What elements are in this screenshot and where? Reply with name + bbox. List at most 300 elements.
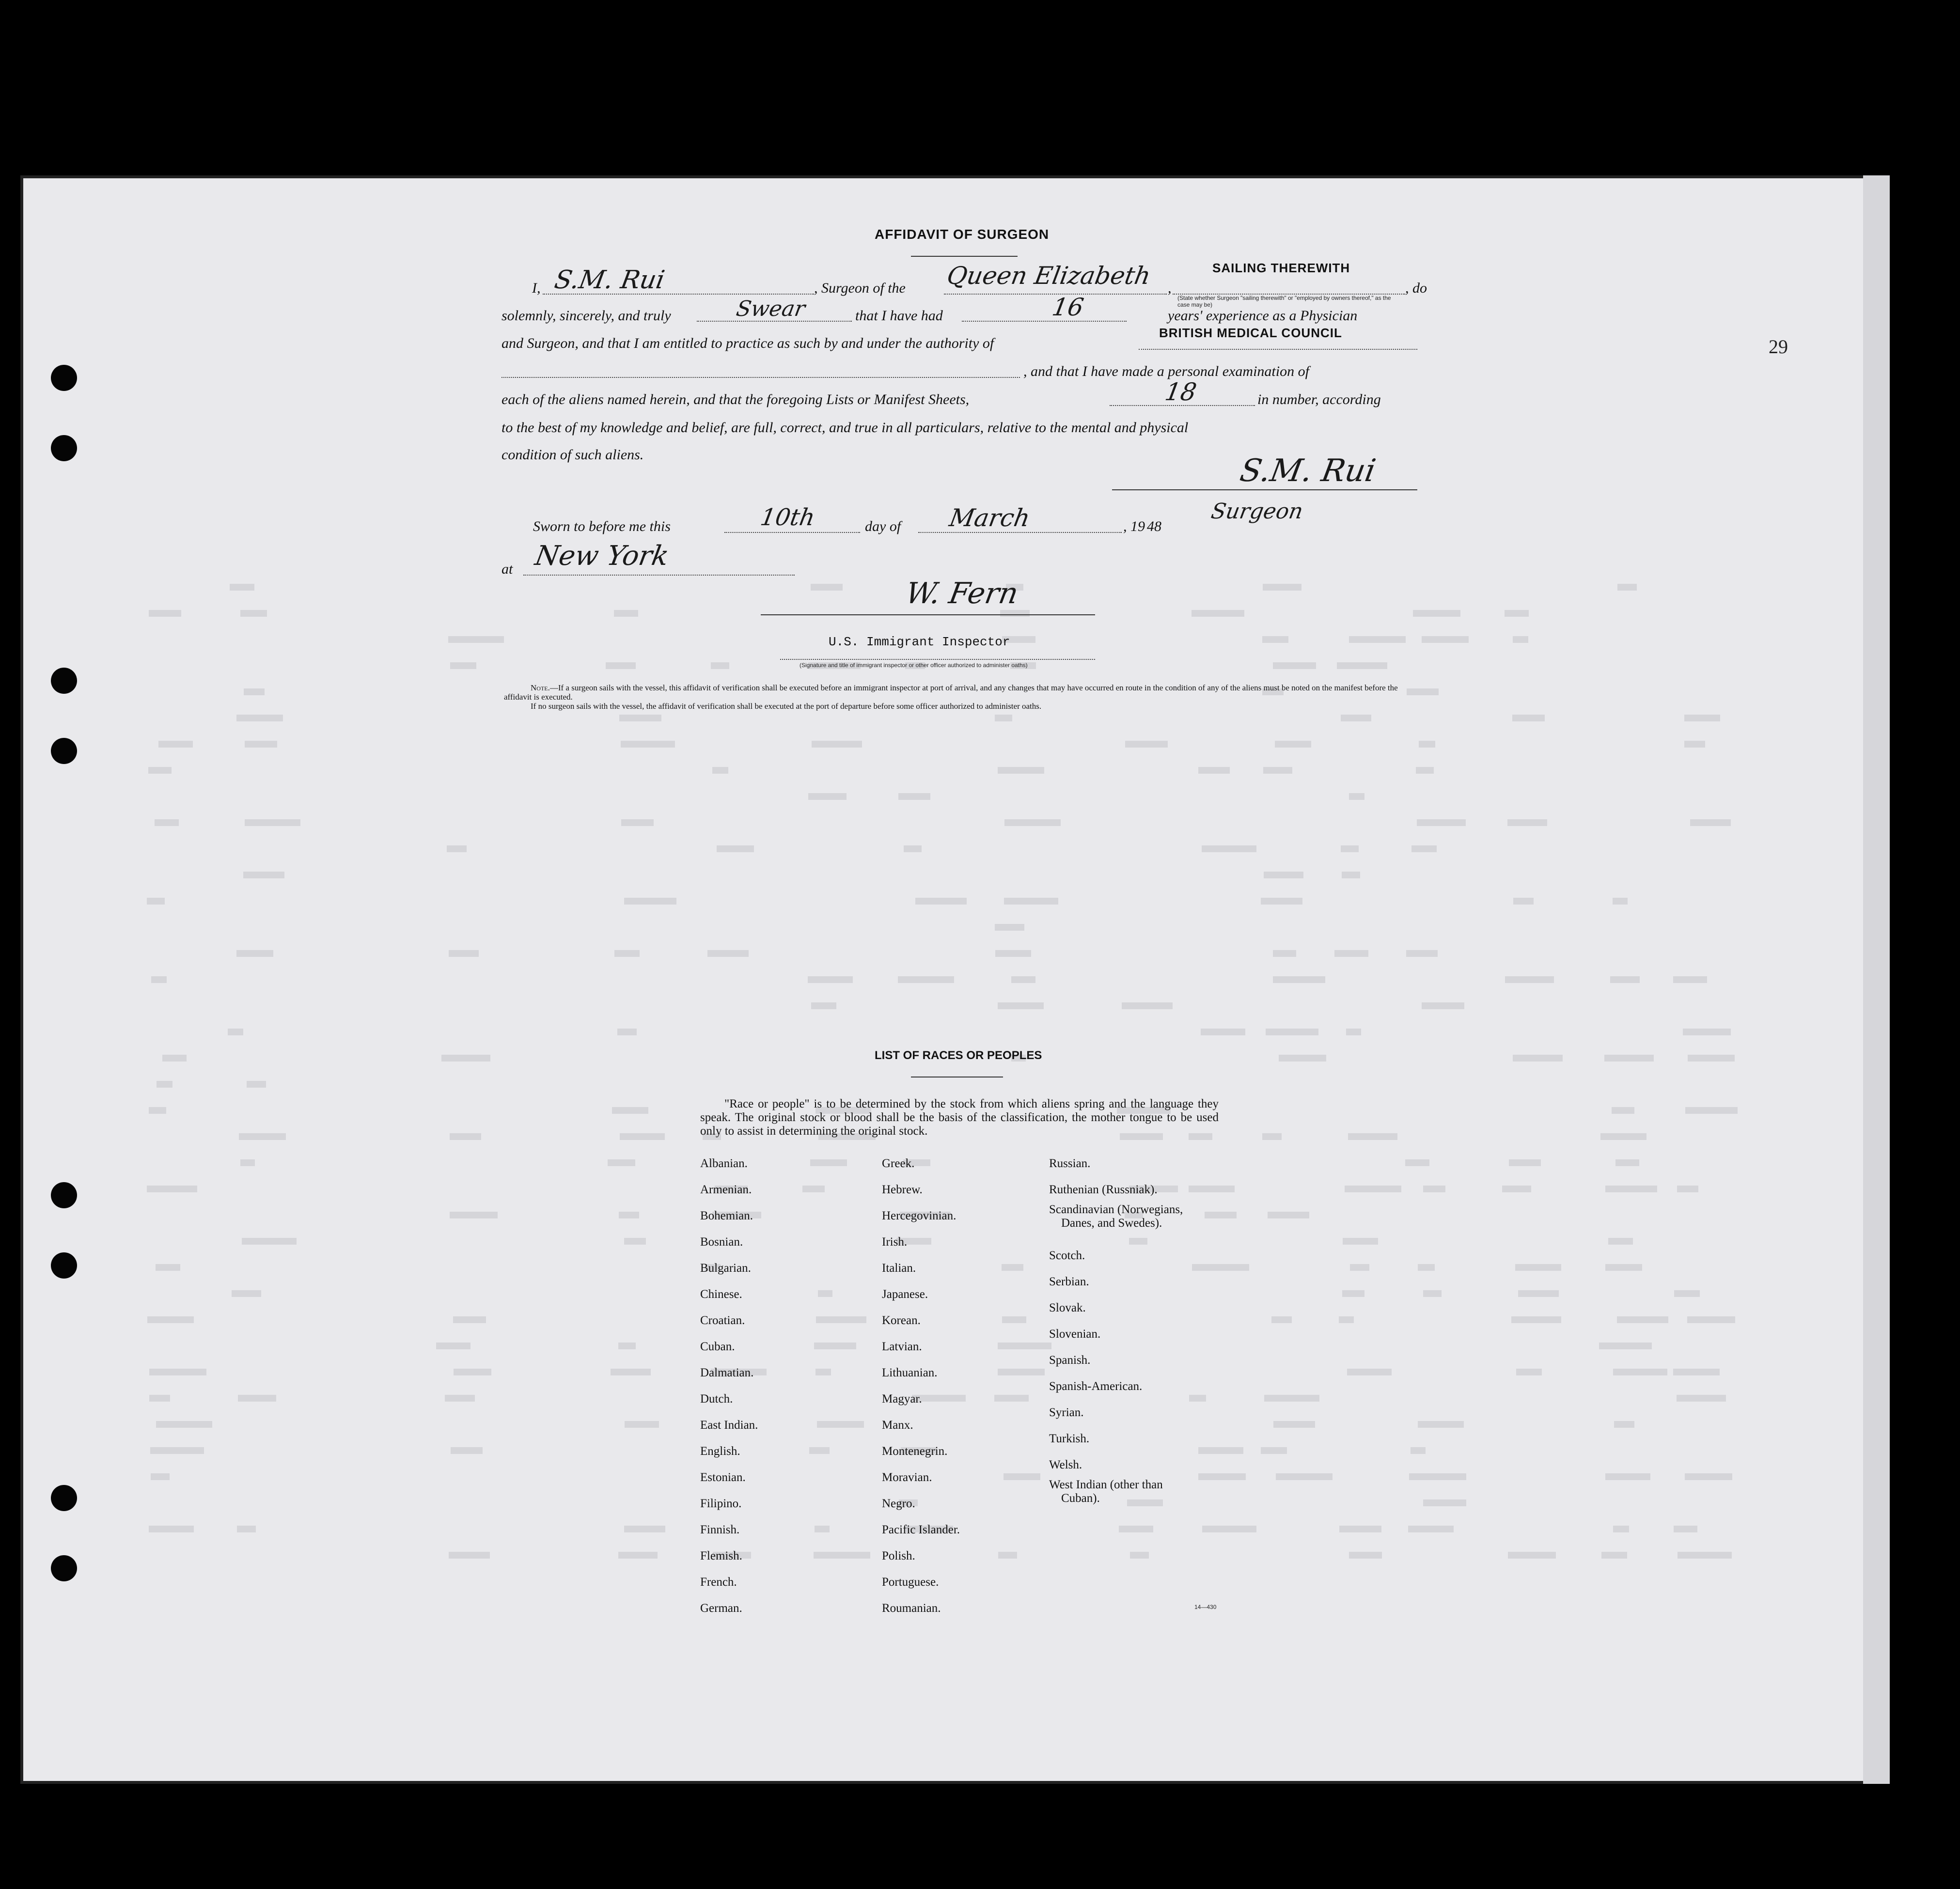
bleed-mark <box>1605 1473 1650 1480</box>
race-item: Scotch. <box>1049 1249 1085 1262</box>
bleed-mark <box>1423 1499 1466 1506</box>
bleed-mark <box>151 1473 170 1480</box>
note-arrival: —If a surgeon sails with the vessel, this affidavit of verification shall be executed before an immigrant inspector at port of arrival, and any changes that may have occurred en route in the condition of any of the aliens must be noted on the manifest before the affidavit is executed. <box>504 683 1398 702</box>
form-code: 14—430 <box>1194 1604 1217 1610</box>
race-item: Syrian. <box>1049 1406 1084 1419</box>
bleed-mark <box>1273 662 1316 669</box>
note-label: Note. <box>531 683 550 692</box>
bleed-mark <box>149 1395 170 1402</box>
bleed-mark <box>621 741 675 748</box>
line3-and-surgeon: and Surgeon, and that I am entitled to practice as such by and under the authority of <box>502 335 994 351</box>
title-rule <box>911 256 1018 257</box>
bleed-mark <box>1125 741 1168 748</box>
race-item: Dalmatian. <box>700 1366 754 1379</box>
bleed-mark <box>240 610 267 617</box>
race-item: Serbian. <box>1049 1275 1089 1288</box>
line2-that-i-have: that I have had <box>855 308 943 324</box>
bleed-mark <box>624 898 676 905</box>
race-item: Welsh. <box>1049 1458 1082 1471</box>
bleed-mark <box>611 1369 651 1375</box>
race-item: Montenegrin. <box>882 1445 948 1458</box>
line1-surgeon-of: , Surgeon of the <box>814 280 906 296</box>
bleed-mark <box>1605 1264 1642 1271</box>
bleed-mark <box>1004 898 1058 905</box>
bleed-mark <box>162 1055 187 1062</box>
bleed-mark <box>1613 1526 1629 1532</box>
race-item: Croatian. <box>700 1314 745 1327</box>
bleed-mark <box>808 976 853 983</box>
bleed-mark <box>1508 1552 1556 1559</box>
bleed-mark <box>149 1107 166 1114</box>
bleed-mark <box>1334 950 1368 957</box>
bleed-mark <box>1677 1395 1726 1402</box>
bleed-mark <box>150 1447 204 1454</box>
bleed-mark <box>1683 1029 1731 1035</box>
bleed-mark <box>998 1552 1017 1559</box>
bleed-mark <box>1505 976 1554 983</box>
inspector-signature-line <box>761 614 1095 615</box>
bleed-mark <box>448 636 504 643</box>
bleed-mark <box>1690 819 1731 826</box>
bleed-mark <box>618 1343 636 1349</box>
binder-hole <box>51 435 77 461</box>
sworn-day: 10th <box>758 504 817 531</box>
surgeon-name: S.M. Rui <box>552 265 667 295</box>
bleed-mark <box>1192 1264 1249 1271</box>
bleed-mark <box>453 1316 486 1323</box>
race-item: Hebrew. <box>882 1183 923 1196</box>
bleed-mark <box>1418 1421 1464 1428</box>
bleed-mark <box>237 1526 256 1532</box>
races-title: LIST OF RACES OR PEOPLES <box>875 1049 1042 1062</box>
bleed-mark <box>1198 767 1230 774</box>
bleed-mark <box>1600 1133 1646 1140</box>
affidavit-note <box>504 683 1425 711</box>
race-item: Dutch. <box>700 1392 733 1405</box>
race-item: French. <box>700 1576 737 1589</box>
sworn-place: New York <box>533 540 672 572</box>
race-item: Slovenian. <box>1049 1327 1101 1341</box>
line2-solemnly: solemnly, sincerely, and truly <box>502 308 671 324</box>
bleed-mark <box>238 1395 276 1402</box>
bleed-mark <box>1509 1159 1541 1166</box>
years-line <box>962 321 1127 322</box>
bleed-mark <box>1279 1055 1326 1062</box>
bleed-mark <box>1512 715 1545 721</box>
bleed-mark <box>1613 1369 1667 1375</box>
race-item: Negro. <box>882 1497 915 1510</box>
bleed-mark <box>1205 1212 1237 1218</box>
bleed-mark <box>815 1526 830 1532</box>
inspector-caption: (Signature and title of immigrant inspector or other officer authorized to administer oaths) <box>800 662 1028 669</box>
bleed-mark <box>811 1002 836 1009</box>
bleed-mark <box>1423 1290 1442 1297</box>
sworn-text: Sworn to before me this <box>533 518 671 534</box>
line5-each-alien: each of the aliens named herein, and that the foregoing Lists or Manifest Sheets, <box>502 391 970 407</box>
bleed-mark <box>236 950 273 957</box>
bleed-mark <box>1002 1316 1026 1323</box>
race-item: Manx. <box>882 1419 913 1432</box>
bleed-mark <box>236 715 283 721</box>
bleed-mark <box>1674 1526 1697 1532</box>
page-number: 29 <box>1769 336 1788 358</box>
bleed-mark <box>1341 715 1371 721</box>
bleed-mark <box>620 1133 665 1140</box>
race-item: Hercegovinian. <box>882 1209 956 1222</box>
surgeon-signature-role: Surgeon <box>1209 499 1305 524</box>
bleed-mark <box>1264 1395 1319 1402</box>
bleed-mark <box>1348 1133 1397 1140</box>
race-item: Roumanian. <box>882 1602 941 1615</box>
bleed-mark <box>1262 636 1288 643</box>
bleed-mark <box>1004 1473 1040 1480</box>
bleed-mark <box>898 976 954 983</box>
race-item: Filipino. <box>700 1497 742 1510</box>
bleed-mark <box>242 1238 297 1245</box>
race-item: Ruthenian (Russniak). <box>1049 1183 1158 1196</box>
bleed-mark <box>995 950 1031 957</box>
day-of-text: day of <box>865 518 901 534</box>
bleed-mark <box>450 1212 498 1218</box>
bleed-mark <box>1687 1316 1735 1323</box>
bleed-mark <box>606 662 636 669</box>
bleed-mark <box>619 715 661 721</box>
binder-hole <box>51 1555 77 1581</box>
bleed-mark <box>1202 845 1256 852</box>
bleed-mark <box>1130 1552 1149 1559</box>
bleed-mark <box>1613 898 1628 905</box>
bleed-mark <box>245 741 277 748</box>
surgeon-signature-line <box>1112 489 1417 490</box>
bleed-mark <box>1408 1526 1454 1532</box>
bleed-mark <box>1617 1316 1668 1323</box>
bleed-mark <box>818 1290 832 1297</box>
bleed-mark <box>239 1133 286 1140</box>
bleed-mark <box>1271 1316 1292 1323</box>
bleed-mark <box>1198 1447 1243 1454</box>
bleed-mark <box>712 767 728 774</box>
race-item: English. <box>700 1445 740 1458</box>
bleed-mark <box>1422 1002 1464 1009</box>
bleed-mark <box>612 1107 648 1114</box>
bleed-mark <box>1273 1421 1315 1428</box>
bleed-mark <box>811 584 843 591</box>
race-item: Turkish. <box>1049 1432 1090 1445</box>
bleed-mark <box>621 819 654 826</box>
bleed-mark <box>1347 1369 1392 1375</box>
authority-stamp: BRITISH MEDICAL COUNCIL <box>1159 326 1342 340</box>
surgeon-signature: S.M. Rui <box>1237 453 1379 489</box>
bleed-mark <box>1343 1238 1378 1245</box>
sheet-count: 18 <box>1162 378 1199 406</box>
bleed-mark <box>1673 976 1707 983</box>
bleed-mark <box>1342 1290 1364 1297</box>
sheet-edge <box>1863 175 1890 1784</box>
bleed-mark <box>898 793 930 800</box>
bleed-mark <box>244 688 265 695</box>
bleed-mark <box>1268 1212 1309 1218</box>
race-item: Lithuanian. <box>882 1366 938 1379</box>
bleed-mark <box>1406 950 1438 957</box>
bleed-mark <box>451 1447 483 1454</box>
bleed-mark <box>998 1343 1051 1349</box>
bleed-mark <box>1601 1552 1627 1559</box>
bleed-mark <box>1342 872 1360 878</box>
bleed-mark <box>1416 767 1434 774</box>
bleed-mark <box>1511 1316 1561 1323</box>
bleed-mark <box>441 1055 490 1062</box>
bleed-mark <box>816 1316 866 1323</box>
bleed-mark <box>717 845 754 852</box>
races-column-1 <box>700 1151 758 1622</box>
bleed-mark <box>148 767 172 774</box>
bleed-mark <box>1502 1186 1531 1192</box>
bleed-mark <box>995 715 1012 721</box>
bleed-mark <box>624 1526 665 1532</box>
bleed-mark <box>1198 1473 1246 1480</box>
bleed-mark <box>147 1316 194 1323</box>
bleed-mark <box>618 1552 658 1559</box>
race-item: Bulgarian. <box>700 1262 751 1275</box>
inspector-title: U.S. Immigrant Inspector <box>829 635 1010 649</box>
bleed-mark <box>151 976 167 983</box>
bleed-mark <box>454 1369 491 1375</box>
race-item: East Indian. <box>700 1419 758 1432</box>
inspector-signature: W. Fern <box>903 577 1021 610</box>
bleed-mark <box>1202 1526 1256 1532</box>
bleed-mark <box>1417 819 1466 826</box>
bleed-mark <box>1677 1186 1698 1192</box>
bleed-mark <box>1264 872 1303 878</box>
bleed-mark <box>247 1081 266 1088</box>
bleed-mark <box>1261 898 1302 905</box>
bleed-mark <box>915 898 967 905</box>
race-item: Moravian. <box>882 1471 932 1484</box>
bleed-mark <box>245 819 300 826</box>
bleed-mark <box>232 1290 261 1297</box>
bleed-mark <box>809 1447 830 1454</box>
bleed-mark <box>1119 1526 1153 1532</box>
race-item: Bohemian. <box>700 1209 753 1222</box>
binder-hole <box>51 1182 77 1208</box>
bleed-mark <box>1350 1264 1369 1271</box>
bleed-mark <box>614 950 640 957</box>
race-item: Albanian. <box>700 1157 748 1170</box>
bleed-mark <box>1339 1526 1381 1532</box>
bleed-mark <box>1349 793 1364 800</box>
bleed-mark <box>711 662 729 669</box>
bleed-mark <box>1349 1552 1382 1559</box>
line2-years-exp: years' experience as a Physician <box>1168 308 1358 324</box>
binder-hole <box>51 738 77 764</box>
races-intro: "Race or people" is to be determined by the stock from which aliens spring and the language they speak. The original stock or blood shall be the basis of the classification, the mother tongue to be used only to assist in determining the original stock. <box>700 1097 1219 1138</box>
bleed-mark <box>156 1264 180 1271</box>
line1-comma: , <box>1168 280 1172 296</box>
bleed-mark <box>1349 636 1406 643</box>
races-column-3 <box>1049 1151 1183 1518</box>
bleed-mark <box>802 1186 825 1192</box>
bleed-mark <box>1263 767 1292 774</box>
bleed-mark <box>1266 1029 1318 1035</box>
bleed-mark <box>814 1552 870 1559</box>
bleed-mark <box>155 819 179 826</box>
bleed-mark <box>815 1369 831 1375</box>
bleed-mark <box>1192 610 1244 617</box>
race-item: Korean. <box>882 1314 921 1327</box>
bleed-mark <box>1617 584 1637 591</box>
bleed-mark <box>447 845 467 852</box>
bleed-mark <box>1418 1264 1435 1271</box>
bleed-mark <box>147 1186 197 1192</box>
bleed-mark <box>1688 1055 1735 1062</box>
binder-hole <box>51 365 77 391</box>
bleed-mark <box>1513 1055 1563 1062</box>
bleed-mark <box>814 1343 856 1349</box>
race-item: Slovak. <box>1049 1301 1086 1314</box>
bleed-mark <box>243 872 284 878</box>
bleed-mark <box>1615 1159 1639 1166</box>
sailing-instructions: (State whether Surgeon "sailing therewith" or "employed by owners thereof," as the case may be) <box>1177 295 1391 308</box>
bleed-mark <box>1419 741 1435 748</box>
race-item: Russian. <box>1049 1157 1091 1170</box>
race-item: Italian. <box>882 1262 916 1275</box>
bleed-mark <box>1263 584 1301 591</box>
bleed-mark <box>450 662 476 669</box>
bleed-mark <box>1684 715 1720 721</box>
race-item: Irish. <box>882 1235 908 1249</box>
races-column-2 <box>882 1151 960 1622</box>
bleed-mark <box>1505 610 1529 617</box>
race-item: Bosnian. <box>700 1235 743 1249</box>
race-item: Magyar. <box>882 1392 922 1405</box>
bleed-mark <box>436 1343 470 1349</box>
bleed-mark <box>1201 1029 1245 1035</box>
bleed-mark <box>1275 741 1311 748</box>
bleed-mark <box>1614 1421 1634 1428</box>
bleed-mark <box>1604 1055 1654 1062</box>
line1-prefix: I, <box>532 280 541 296</box>
bleed-mark <box>994 1395 1029 1402</box>
bleed-mark <box>1409 1473 1466 1480</box>
binder-hole <box>51 1485 77 1511</box>
sworn-year: 48 <box>1147 518 1161 534</box>
bleed-mark <box>158 741 193 748</box>
race-item: Pacific Islander. <box>882 1523 960 1536</box>
bleed-mark <box>1011 976 1035 983</box>
bleed-mark <box>1345 1186 1401 1192</box>
month-line <box>918 532 1122 533</box>
bleed-mark <box>998 767 1044 774</box>
bleed-mark <box>1004 819 1061 826</box>
bleed-mark <box>1339 1316 1354 1323</box>
bleed-mark <box>149 610 181 617</box>
race-item: Spanish. <box>1049 1354 1091 1367</box>
bleed-mark <box>1002 1264 1023 1271</box>
bleed-mark <box>1515 1264 1561 1271</box>
inspector-title-line <box>780 659 1095 660</box>
ship-name: Queen Elizabeth <box>944 262 1153 290</box>
bleed-mark <box>808 793 847 800</box>
line6: to the best of my knowledge and belief, are full, correct, and true in all particulars, relative to the mental and physical <box>502 420 1189 436</box>
bleed-mark <box>1599 1343 1652 1349</box>
bleed-mark <box>1423 1186 1445 1192</box>
bleed-mark <box>995 924 1024 931</box>
race-item: Armenian. <box>700 1183 752 1196</box>
place-line <box>523 575 795 576</box>
bleed-mark <box>230 584 254 591</box>
affidavit-title: AFFIDAVIT OF SURGEON <box>875 227 1050 242</box>
bleed-mark <box>1122 1002 1173 1009</box>
bleed-mark <box>149 1526 194 1532</box>
race-item: Greek. <box>882 1157 915 1170</box>
race-item: Scandinavian (Norwegians, Danes, and Swedes). <box>1049 1203 1183 1230</box>
race-item: Portuguese. <box>882 1576 939 1589</box>
authority-line <box>1139 349 1417 350</box>
bleed-mark <box>157 1081 172 1088</box>
bleed-mark <box>1684 741 1705 748</box>
race-item: Estonian. <box>700 1471 746 1484</box>
bleed-mark <box>998 1002 1044 1009</box>
sailing-therewith-stamp: SAILING THEREWITH <box>1212 261 1350 275</box>
bleed-mark <box>156 1421 212 1428</box>
binder-hole <box>51 1252 77 1279</box>
bleed-mark <box>1341 845 1359 852</box>
race-item: Flemish. <box>700 1549 742 1562</box>
bleed-mark <box>1685 1107 1738 1114</box>
bleed-mark <box>1674 1290 1700 1297</box>
bleed-mark <box>228 1029 243 1035</box>
bleed-mark <box>240 1159 255 1166</box>
year-prefix: , 19 <box>1123 518 1145 534</box>
bleed-mark <box>707 950 749 957</box>
bleed-mark <box>1262 1133 1282 1140</box>
bleed-mark <box>1273 950 1296 957</box>
bleed-mark <box>1411 845 1437 852</box>
line5-in-number: in number, according <box>1257 391 1381 407</box>
binder-hole <box>51 668 77 694</box>
bleed-mark <box>1189 1186 1235 1192</box>
bleed-mark <box>149 1369 206 1375</box>
line7: condition of such aliens. <box>502 447 644 463</box>
bleed-mark <box>1678 1552 1732 1559</box>
bleed-mark <box>1605 1186 1657 1192</box>
bleed-mark <box>614 610 638 617</box>
race-item: Chinese. <box>700 1288 742 1301</box>
line4: , and that I have made a personal examination of <box>1023 363 1309 379</box>
bleed-mark <box>1000 610 1030 617</box>
swear-word: Swear <box>734 297 807 321</box>
bleed-mark <box>1518 1290 1559 1297</box>
bleed-mark <box>1261 1447 1287 1454</box>
bleed-mark <box>1273 976 1325 983</box>
bleed-mark <box>810 1159 847 1166</box>
bleed-mark <box>1513 898 1534 905</box>
bleed-mark <box>1413 610 1460 617</box>
bleed-mark <box>1610 976 1640 983</box>
bleed-mark <box>1612 1107 1634 1114</box>
bleed-mark <box>1513 636 1528 643</box>
bleed-mark <box>1346 1029 1361 1035</box>
bleed-mark <box>617 1029 637 1035</box>
bleed-mark <box>624 1238 646 1245</box>
bleed-mark <box>1516 1369 1542 1375</box>
race-item: Cuban. <box>700 1340 735 1353</box>
race-item: German. <box>700 1602 742 1615</box>
bleed-mark <box>608 1159 635 1166</box>
bleed-mark <box>449 950 479 957</box>
race-item: Spanish-American. <box>1049 1380 1143 1393</box>
bleed-mark <box>1673 1369 1720 1375</box>
